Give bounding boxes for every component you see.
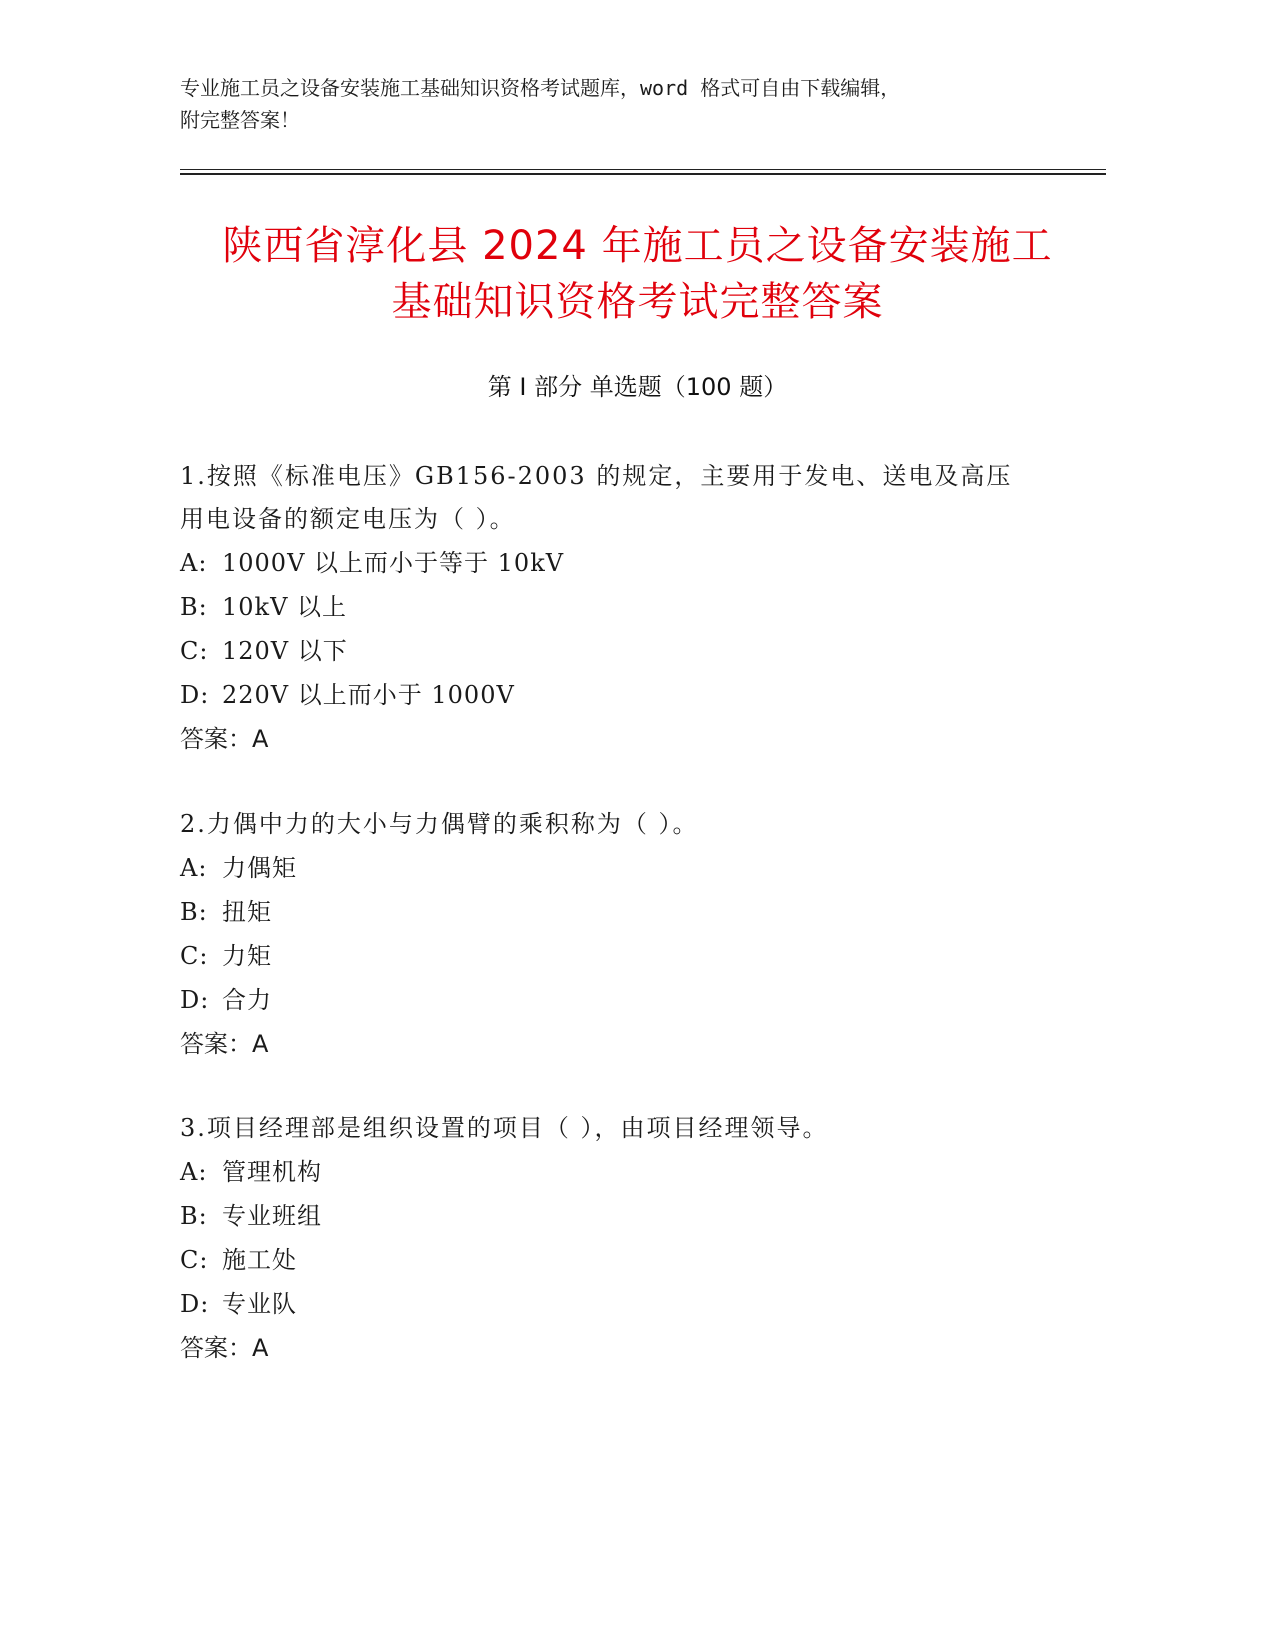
option-d	[180, 1282, 1080, 1326]
question-stem-line-1: 3.项目经理部是组织设置的项目（ ），由项目经理领导。	[180, 1114, 829, 1142]
option-text: 施工处	[222, 1246, 297, 1274]
option-d	[180, 978, 1080, 1022]
header-note	[180, 72, 1100, 136]
header-note-line-1: 专业施工员之设备安装施工基础知识资格考试题库，word 格式可自由下载编辑，	[180, 76, 901, 100]
option-text: 专业班组	[222, 1202, 322, 1230]
option-text: 220V 以上而小于 1000V	[222, 681, 515, 709]
option-letter: B:	[180, 1202, 208, 1230]
header-note-line-2: 附完整答案！	[180, 108, 300, 132]
option-d	[180, 673, 1080, 717]
option-text: 力偶矩	[222, 854, 297, 882]
option-text: 合力	[222, 986, 272, 1014]
option-text: 扭矩	[222, 898, 272, 926]
option-letter: D:	[180, 986, 210, 1014]
option-a	[180, 1150, 1080, 1194]
option-letter: C:	[180, 942, 209, 970]
section-heading: 第 I 部分 单选题（100 题）	[487, 373, 788, 401]
answer-line: 答案：A	[180, 725, 269, 753]
option-text: 1000V 以上而小于等于 10kV	[222, 549, 565, 577]
option-letter: A:	[180, 1158, 208, 1186]
option-text: 120V 以下	[222, 637, 348, 665]
question-stem-line-2: 用电设备的额定电压为（ ）。	[180, 505, 516, 533]
option-text: 管理机构	[222, 1158, 322, 1186]
question-1	[180, 455, 1080, 761]
option-b	[180, 585, 1080, 629]
option-c	[180, 629, 1080, 673]
document-title-line-2: 基础知识资格考试完整答案	[391, 279, 884, 325]
option-a	[180, 541, 1080, 585]
option-c	[180, 934, 1080, 978]
question-stem-line-1: 2.力偶中力的大小与力偶臂的乘积称为（ ）。	[180, 810, 699, 838]
document-title	[150, 218, 1125, 330]
option-letter: A:	[180, 549, 208, 577]
option-b	[180, 890, 1080, 934]
question-2	[180, 803, 1080, 1066]
option-text: 力矩	[222, 942, 272, 970]
option-b	[180, 1194, 1080, 1238]
option-letter: D:	[180, 1290, 210, 1318]
question-stem-line-1: 1.按照《标准电压》GB156-2003 的规定，主要用于发电、送电及高压	[180, 462, 1013, 490]
header-divider-bottom	[180, 173, 1106, 175]
document-title-line-1: 陕西省淳化县 2024 年施工员之设备安装施工	[222, 223, 1053, 269]
option-letter: C:	[180, 637, 209, 665]
question-3	[180, 1107, 1080, 1370]
option-a	[180, 846, 1080, 890]
answer-line: 答案：A	[180, 1030, 269, 1058]
option-text: 10kV 以上	[222, 593, 348, 621]
option-letter: C:	[180, 1246, 209, 1274]
option-letter: A:	[180, 854, 208, 882]
header-divider-top	[180, 169, 1106, 170]
option-letter: B:	[180, 593, 208, 621]
answer-line: 答案：A	[180, 1334, 269, 1362]
option-text: 专业队	[222, 1290, 297, 1318]
option-letter: B:	[180, 898, 208, 926]
option-c	[180, 1238, 1080, 1282]
option-letter: D:	[180, 681, 210, 709]
